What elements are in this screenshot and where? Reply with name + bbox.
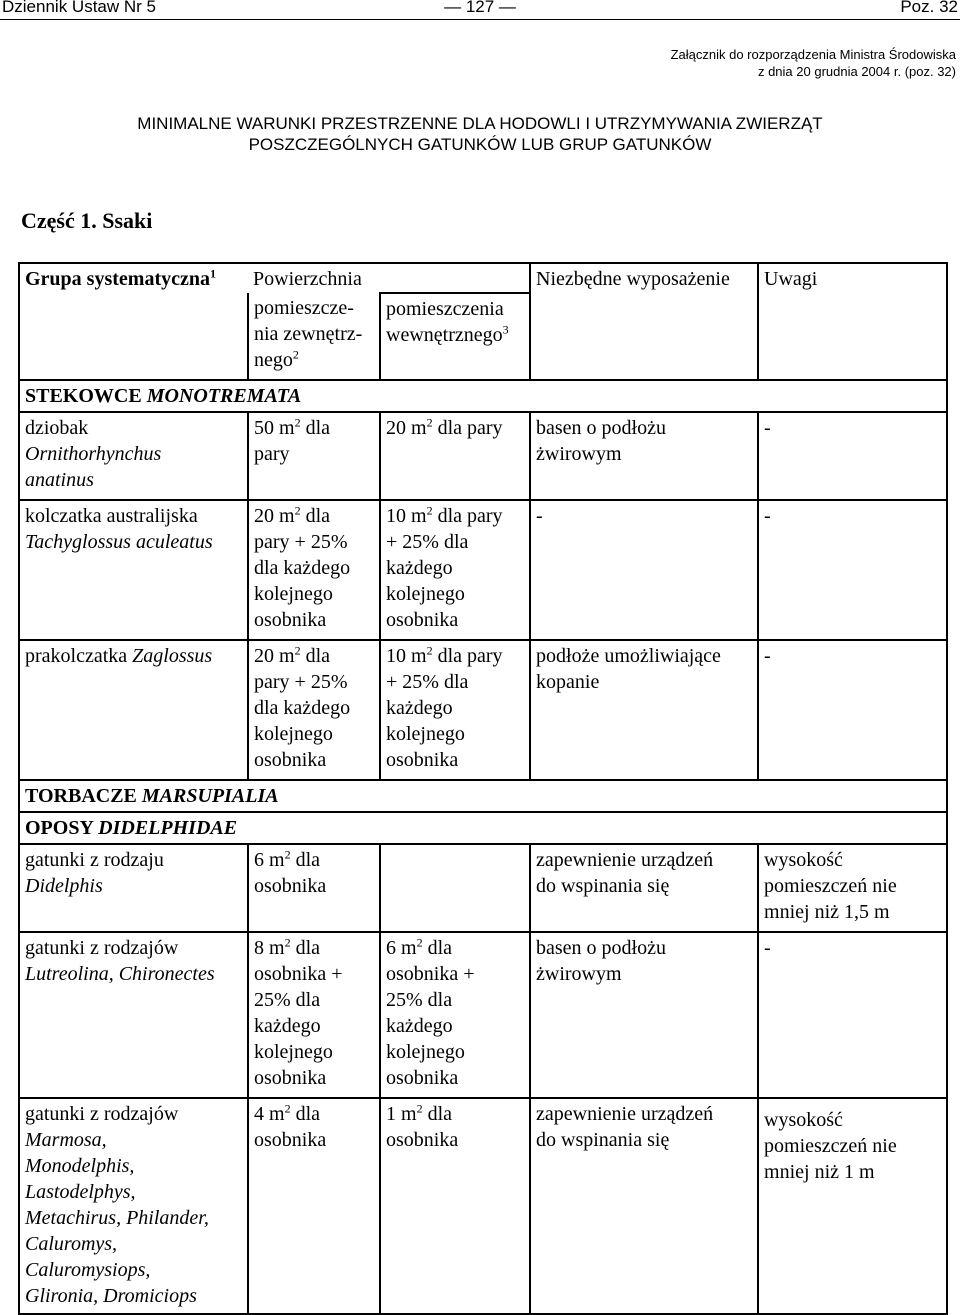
remarks-cell: wysokość pomieszczeń nie mniej niż 1 m bbox=[758, 1098, 947, 1314]
remarks-cell: wysokość pomieszczeń nie mniej niż 1,5 m bbox=[758, 844, 947, 932]
page-number: — 127 — bbox=[444, 0, 516, 16]
part-heading: Część 1. Ssaki bbox=[21, 208, 153, 233]
table-row bbox=[19, 640, 947, 780]
annex-note bbox=[671, 46, 956, 80]
journal-name: Dziennik Ustaw Nr 5 bbox=[2, 0, 156, 16]
header-outdoor: pomieszcze- nia zewnętrz- nego$^2$ bbox=[248, 293, 380, 380]
section-didelphidae: OPOSY DIDELPHIDAE bbox=[19, 812, 947, 844]
page-header bbox=[0, 0, 960, 22]
remarks-cell: - bbox=[758, 500, 947, 640]
outdoor-area-cell: 20 $m^2$ dla pary + 25% dla każdego kolejnego osobnika bbox=[248, 500, 380, 640]
species-cell: kolczatka australijska Tachyglossus aculeatus bbox=[19, 500, 248, 640]
outdoor-area-cell: 4 $m^2$ dla osobnika bbox=[248, 1098, 380, 1314]
remarks-cell: - bbox=[758, 932, 947, 1098]
equipment-cell: podłoże umożliwiające kopanie bbox=[530, 640, 758, 780]
header-remarks: Uwagi bbox=[758, 263, 947, 293]
outdoor-area-cell: 8 $m^2$ dla osobnika + 25% dla każdego kolejnego osobnika bbox=[248, 932, 380, 1098]
outdoor-area-cell: 20 $m^2$ dla pary + 25% dla każdego kolejnego osobnika bbox=[248, 640, 380, 780]
table-subheader-row bbox=[19, 293, 947, 380]
outdoor-area-cell: 50 $m^2$ dla pary bbox=[248, 412, 380, 500]
species-cell: gatunki z rodzajów Marmosa, Monodelphis, Lastodelphys, Metachirus, Philander, Caluromys, Caluromysiops, Glironia, Dromiciops bbox=[19, 1098, 248, 1314]
indoor-area-cell: 1 $m^2$ dla osobnika bbox=[380, 1098, 530, 1314]
remarks-cell: - bbox=[758, 640, 947, 780]
header-group: Grupa systematyczna$^1$ bbox=[19, 263, 248, 293]
section-monotremata: STEKOWCE MONOTREMATA bbox=[19, 380, 947, 412]
section-row-monotremata bbox=[19, 380, 947, 412]
outdoor-area-cell: 6 $m^2$ dla osobnika bbox=[248, 844, 380, 932]
species-cell: gatunki z rodzaju Didelphis bbox=[19, 844, 248, 932]
indoor-area-cell: 20 $m^2$ dla pary bbox=[380, 412, 530, 500]
requirements-table bbox=[18, 262, 948, 1315]
header-indoor: pomieszczenia wewnętrznego$^3$ bbox=[380, 293, 530, 380]
indoor-area-cell: 10 $m^2$ dla pary + 25% dla każdego kolejnego osobnika bbox=[380, 500, 530, 640]
equipment-cell: basen o podłożu żwirowym bbox=[530, 932, 758, 1098]
equipment-cell: basen o podłożu żwirowym bbox=[530, 412, 758, 500]
section-row-didelphidae bbox=[19, 812, 947, 844]
title-line-1: MINIMALNE WARUNKI PRZESTRZENNE DLA HODOWLI I UTRZYMYWANIA ZWIERZĄT bbox=[137, 114, 823, 133]
table-row bbox=[19, 500, 947, 640]
table-header-row bbox=[19, 263, 947, 293]
species-cell: prakolczatka Zaglossus bbox=[19, 640, 248, 780]
annex-line-1: Załącznik do rozporządzenia Ministra Środowiska bbox=[670, 47, 956, 62]
header-rule bbox=[0, 19, 960, 20]
section-marsupialia: TORBACZE MARSUPIALIA bbox=[19, 780, 947, 812]
annex-line-2: z dnia 20 grudnia 2004 r. (poz. 32) bbox=[757, 64, 956, 79]
table-row bbox=[19, 932, 947, 1098]
indoor-area-cell bbox=[380, 844, 530, 932]
equipment-cell: - bbox=[530, 500, 758, 640]
remarks-cell: - bbox=[758, 412, 947, 500]
header-area: Powierzchnia bbox=[248, 263, 530, 293]
title-line-2: POSZCZEGÓLNYCH GATUNKÓW LUB GRUP GATUNKÓW bbox=[248, 135, 712, 154]
species-cell: gatunki z rodzajów Lutreolina, Chironectes bbox=[19, 932, 248, 1098]
subheader-empty bbox=[19, 293, 248, 380]
document-title bbox=[0, 113, 960, 155]
equipment-cell: zapewnienie urządzeń do wspinania się bbox=[530, 1098, 758, 1314]
table-row bbox=[19, 1098, 947, 1314]
section-row-marsupialia bbox=[19, 780, 947, 812]
indoor-area-cell: 6 $m^2$ dla osobnika + 25% dla każdego kolejnego osobnika bbox=[380, 932, 530, 1098]
equipment-cell: zapewnienie urządzeń do wspinania się bbox=[530, 844, 758, 932]
header-equipment: Niezbędne wyposażenie bbox=[530, 263, 758, 293]
indoor-area-cell: 10 $m^2$ dla pary + 25% dla każdego kolejnego osobnika bbox=[380, 640, 530, 780]
table-row bbox=[19, 844, 947, 932]
table-row bbox=[19, 412, 947, 500]
species-cell: dziobak Ornithorhynchus anatinus bbox=[19, 412, 248, 500]
position-number: Poz. 32 bbox=[900, 0, 958, 16]
